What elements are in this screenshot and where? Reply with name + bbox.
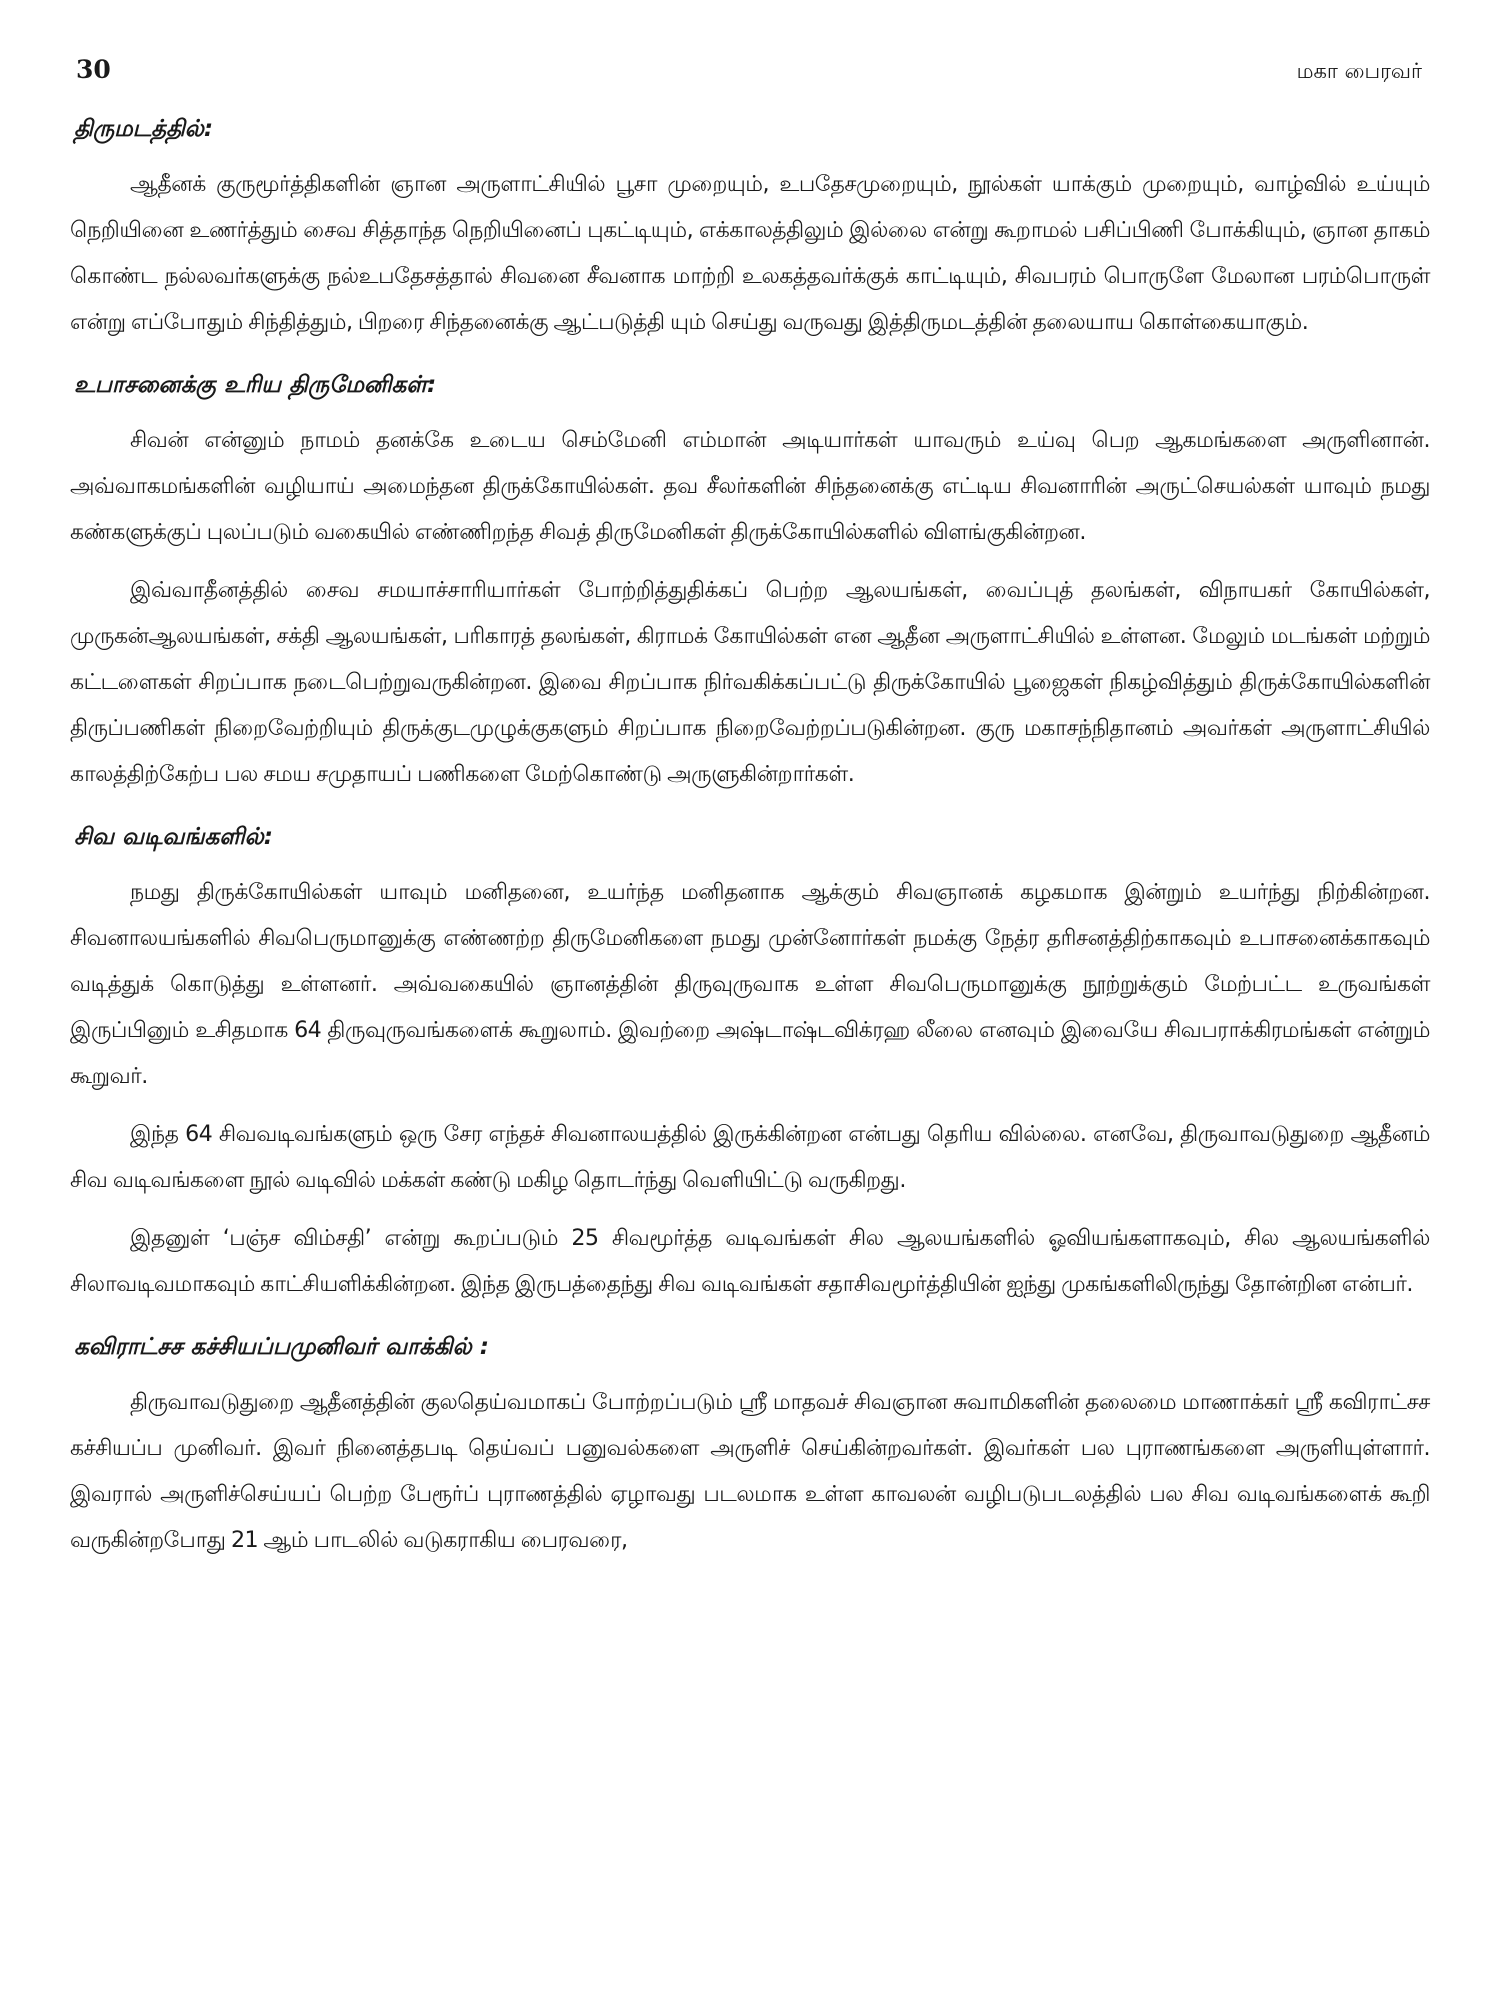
paragraph: ஆதீனக் குருமூர்த்திகளின் ஞான அருளாட்சியில் பூசா முறையும், உபதேசமுறையும், நூல்கள் யாக்கும் முறையும், வாழ்வில் உய்யும் நெறியினை உணர்த்தும் சைவ சித்தாந்த நெறியினைப் புகட்டியும், எக்காலத்திலும் இல்லை என்று கூறாமல் பசிப்பிணி போக்கியும், ஞான தாகம் கொண்ட நல்லவர்களுக்கு நல்உபதேசத்தால் சிவனை சீவனாக மாற்றி உலகத்தவர்க்குக் காட்டியும், சிவபரம் பொருளே மேலான பரம்பொருள் என்று எப்போதும் சிந்தித்தும், பிறரை சிந்தனைக்கு ஆட்படுத்தி யும் செய்து வருவது இத்திருமடத்தின் தலையாய கொள்கையாகும். (70, 171, 1430, 335)
page-number: 30 (76, 55, 111, 84)
paragraph: திருவாவடுதுறை ஆதீனத்தின் குலதெய்வமாகப் போற்றப்படும் ஸ்ரீ மாதவச் சிவஞான சுவாமிகளின் தலைமை மாணாக்கர் ஸ்ரீ கவிராட்சச கச்சியப்ப முனிவர். இவர் நினைத்தபடி தெய்வப் பனுவல்களை அருளிச் செய்கின்றவர்கள். இவர்கள் பல புராணங்களை அருளியுள்ளார். இவரால் அருளிச்செய்யப் பெற்ற பேரூர்ப் புராணத்தில் ஏழாவது படலமாக உள்ள காவலன் வழிபடுபடலத்தில் பல சிவ வடிவங்களைக் கூறி வருகின்றபோது 21 ஆம் பாடலில் வடுகராகிய பைரவரை, (70, 1389, 1430, 1553)
paragraph: இதனுள் ‘பஞ்ச விம்சதி’ என்று கூறப்படும் 25 சிவமூர்த்த வடிவங்கள் சில ஆலயங்களில் ஓவியங்களாகவும், சில ஆலயங்களில் சிலாவடிவமாகவும் காட்சியளிக்கின்றன. இந்த இருபத்தைந்து சிவ வடிவங்கள் சதாசிவமூர்த்தியின் ஐந்து முகங்களிலிருந்து தோன்றின என்பர். (70, 1225, 1430, 1297)
paragraph: சிவன் என்னும் நாமம் தனக்கே உடைய செம்மேனி எம்மான் அடியார்கள் யாவரும் உய்வு பெற ஆகமங்களை அருளினான். அவ்வாகமங்களின் வழியாய் அமைந்தன திருக்கோயில்கள். தவ சீலர்களின் சிந்தனைக்கு எட்டிய சிவனாரின் அருட்செயல்கள் யாவும் நமது கண்களுக்குப் புலப்படும் வகையில் எண்ணிறந்த சிவத் திருமேனிகள் திருக்கோயில்களில் விளங்குகின்றன. (70, 427, 1430, 545)
section-thirumadam (70, 111, 1430, 345)
section-kachiyappa-munivar (70, 1329, 1430, 1563)
paragraph: இவ்வாதீனத்தில் சைவ சமயாச்சாரியார்கள் போற்றித்துதிக்கப் பெற்ற ஆலயங்கள், வைப்புத் தலங்கள், விநாயகர் கோயில்கள், முருகன்ஆலயங்கள், சக்தி ஆலயங்கள், பரிகாரத் தலங்கள், கிராமக் கோயில்கள் என ஆதீன அருளாட்சியில் உள்ளன. மேலும் மடங்கள் மற்றும் கட்டளைகள் சிறப்பாக நடைபெற்றுவருகின்றன. இவை சிறப்பாக நிர்வகிக்கப்பட்டு திருக்கோயில் பூஜைகள் நிகழ்வித்தும் திருக்கோயில்களின் திருப்பணிகள் நிறைவேற்றியும் திருக்குடமுழுக்குகளும் சிறப்பாக நிறைவேற்றப்படுகின்றன. குரு மகாசந்நிதானம் அவர்கள் அருளாட்சியில் காலத்திற்கேற்ப பல சமய சமுதாயப் பணிகளை மேற்கொண்டு அருளுகின்றார்கள். (70, 577, 1430, 787)
page-header (70, 55, 1430, 95)
section-heading: உபாசனைக்கு உரிய திருமேனிகள்: (74, 372, 437, 398)
section-upasanai (70, 367, 1430, 797)
paragraph: இந்த 64 சிவவடிவங்களும் ஒரு சேர எந்தச் சிவனாலயத்தில் இருக்கின்றன என்பது தெரிய வில்லை. எனவே, திருவாவடுதுறை ஆதீனம் சிவ வடிவங்களை நூல் வடிவில் மக்கள் கண்டு மகிழ தொடர்ந்து வெளியிட்டு வருகிறது. (70, 1121, 1430, 1193)
section-siva-vadivangal (70, 819, 1430, 1307)
section-heading: கவிராட்சச கச்சியப்பமுனிவர் வாக்கில் : (74, 1334, 489, 1360)
running-title: மகா பைரவர் (1296, 59, 1422, 83)
section-heading: திருமடத்தில்: (74, 116, 214, 142)
paragraph: நமது திருக்கோயில்கள் யாவும் மனிதனை, உயர்ந்த மனிதனாக ஆக்கும் சிவஞானக் கழகமாக இன்றும் உயர்ந்து நிற்கின்றன. சிவனாலயங்களில் சிவபெருமானுக்கு எண்ணற்ற திருமேனிகளை நமது முன்னோர்கள் நமக்கு நேத்ர தரிசனத்திற்காகவும் உபாசனைக்காகவும் வடித்துக் கொடுத்து உள்ளனர். அவ்வகையில் ஞானத்தின் திருவுருவாக உள்ள சிவபெருமானுக்கு நூற்றுக்கும் மேற்பட்ட உருவங்கள் இருப்பினும் உசிதமாக 64 திருவுருவங்களைக் கூறுலாம். இவற்றை அஷ்டாஷ்டவிக்ரஹ லீலை எனவும் இவையே சிவபராக்கிரமங்கள் என்றும் கூறுவர். (70, 879, 1430, 1089)
section-heading: சிவ வடிவங்களில்: (74, 824, 273, 850)
